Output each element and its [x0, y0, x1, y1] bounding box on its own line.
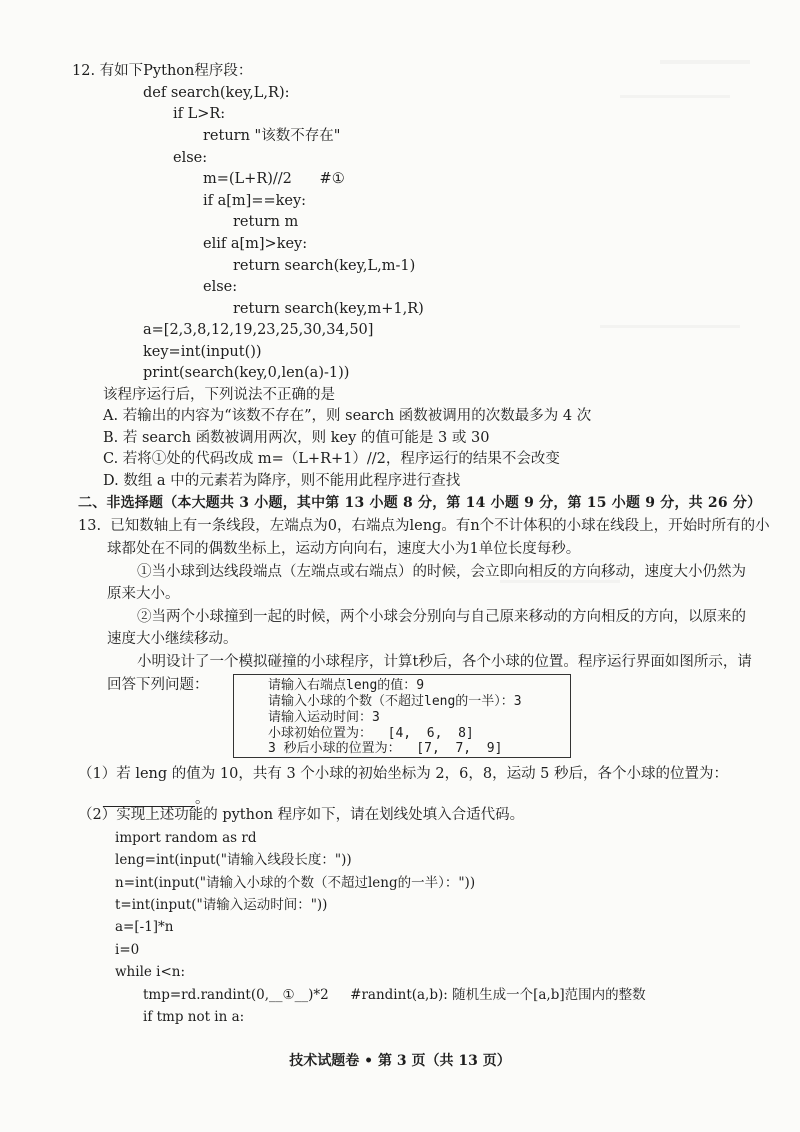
- code-line: if a[m]==key:: [203, 193, 307, 209]
- q13-intro-line: 小明设计了一个模拟碰撞的小球程序，计算t秒后，各个小球的位置。程序运行界面如图所示，请: [137, 654, 752, 670]
- console-line: 3 秒后小球的位置为： [7, 7, 9]: [268, 741, 503, 756]
- code-line: leng=int(input("请输入线段长度：")): [115, 852, 352, 868]
- code-line: print(search(key,0,len(a)-1)): [143, 365, 350, 381]
- code-line: a=[2,3,8,12,19,23,25,30,34,50]: [143, 322, 374, 338]
- q13-sub2: （2）实现上述功能的 python 程序如下，请在划线处填入合适代码。: [78, 807, 525, 823]
- code-line: def search(key,L,R):: [143, 85, 290, 101]
- console-line: 小球初始位置为： [4, 6, 8]: [268, 726, 474, 741]
- q13-intro-line: ②当两个小球撞到一起的时候，两个小球会分别向与自己原来移动的方向相反的方向，以原来的: [137, 609, 746, 625]
- code-line: return m: [233, 214, 299, 230]
- q13-intro-line: 原来大小。: [107, 586, 180, 602]
- q12-title: 12. 有如下Python程序段：: [72, 63, 253, 79]
- code-line: a=[-1]*n: [115, 919, 174, 935]
- page-footer: 技术试题卷 • 第 3 页（共 13 页）: [289, 1053, 511, 1069]
- console-line: 请输入小球的个数（不超过leng的一半）：3: [268, 694, 522, 709]
- code-line: i=0: [115, 942, 140, 958]
- section-heading: 二、非选择题（本大题共 3 小题，其中第 13 小题 8 分，第 14 小题 9 分，第 15 小题 9 分，共 26 分）: [78, 495, 762, 511]
- code-line: n=int(input("请输入小球的个数（不超过leng的一半）：")): [115, 875, 476, 891]
- q12-option-c: C. 若将①处的代码改成 m=（L+R+1）//2，程序运行的结果不会改变: [103, 451, 560, 467]
- code-line: t=int(input("请输入运动时间：")): [115, 897, 328, 913]
- q13-sub1-end: 。: [195, 791, 210, 807]
- bleed-through-mark: [600, 325, 740, 328]
- code-line: return "该数不存在": [203, 128, 341, 144]
- console-line: 请输入右端点leng的值：9: [268, 678, 425, 693]
- code-line: import random as rd: [115, 830, 257, 846]
- q12-option-d: D. 数组 a 中的元素若为降序，则不能用此程序进行查找: [103, 473, 461, 489]
- code-line: key=int(input()): [143, 344, 262, 360]
- code-line: else:: [203, 279, 238, 295]
- bleed-through-mark: [660, 60, 750, 64]
- q12-option-a: A. 若输出的内容为“该数不存在”，则 search 函数被调用的次数最多为 4 次: [103, 408, 592, 424]
- code-line: elif a[m]>key:: [203, 236, 308, 252]
- code-line: return search(key,L,m-1): [233, 258, 416, 274]
- code-line: m=(L+R)//2 #①: [203, 171, 345, 187]
- code-line: tmp=rd.randint(0,__①__)*2 #randint(a,b): 随机生成一个[a,b]范围内的整数: [143, 987, 646, 1003]
- code-line: return search(key,m+1,R): [233, 301, 424, 317]
- code-line: if tmp not in a:: [143, 1009, 245, 1025]
- q13-intro-line: 速度大小继续移动。: [107, 631, 238, 647]
- console-line: 请输入运动时间：3: [268, 710, 380, 725]
- code-line: while i<n:: [115, 964, 186, 980]
- program-console-box: [233, 674, 571, 758]
- q12-stem: 该程序运行后，下列说法不正确的是: [103, 387, 335, 403]
- bleed-through-mark: [620, 95, 730, 98]
- q12-option-b: B. 若 search 函数被调用两次，则 key 的值可能是 3 或 30: [103, 430, 490, 446]
- code-line: if L>R:: [173, 106, 226, 122]
- code-line: else:: [173, 150, 208, 166]
- q13-intro-line: 13. 已知数轴上有一条线段，左端点为0，右端点为leng。有n个不计体积的小球在线段上，开始时所有的小: [78, 518, 770, 534]
- q13-intro-line: ①当小球到达线段端点（左端点或右端点）的时候，会立即向相反的方向移动，速度大小仍然为: [137, 564, 746, 580]
- q13-intro-line: 回答下列问题：: [107, 677, 209, 693]
- q13-sub1: （1）若 leng 的值为 10，共有 3 个小球的初始坐标为 2，6，8，运动 5 秒后，各个小球的位置为：: [78, 766, 729, 782]
- q13-intro-line: 球都处在不同的偶数坐标上，运动方向向右，速度大小为1单位长度每秒。: [107, 541, 581, 557]
